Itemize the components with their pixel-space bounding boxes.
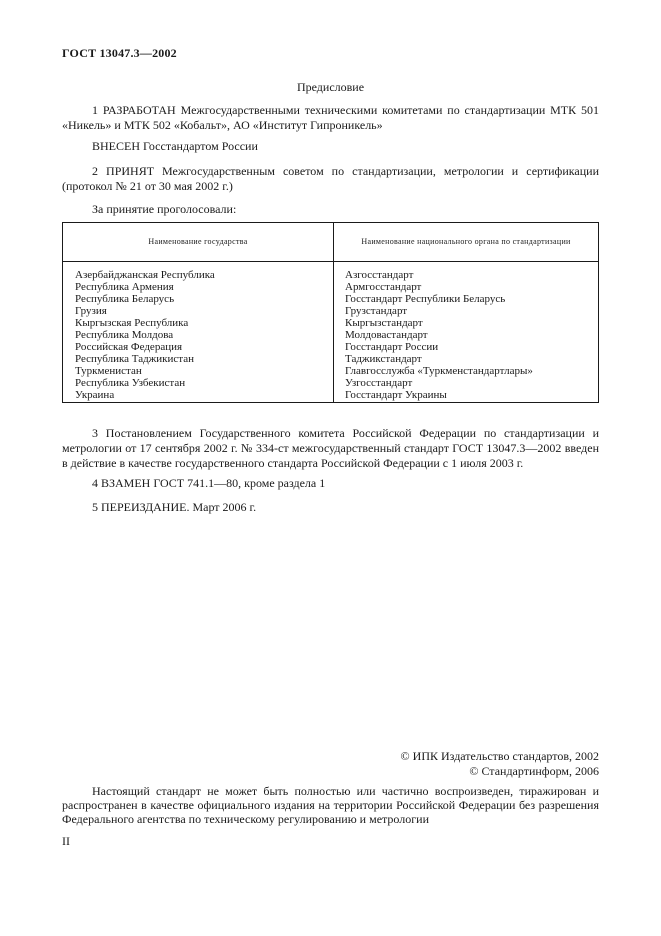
voting-table [62, 222, 599, 403]
body-name: Молдовастандарт [345, 329, 428, 341]
paragraph-replaces: 4 ВЗАМЕН ГОСТ 741.1—80, кроме раздела 1 [92, 476, 326, 490]
copyright-standartinform-2006: © Стандартинформ, 2006 [469, 764, 599, 778]
section-title: Предисловие [296, 80, 365, 94]
standard-code: ГОСТ 13047.3—2002 [62, 46, 177, 60]
state-name: Грузия [75, 305, 107, 317]
body-name: Кыргызстандарт [345, 317, 423, 329]
body-name: Главгосслужба «Туркменстандартлары» [345, 365, 533, 377]
state-name: Кыргызская Республика [75, 317, 189, 329]
paragraph-developed: 1 РАЗРАБОТАН Межгосударственными техническими комитетами по стандартизации МТК 501 «Никель» и МТК 502 «Кобальт», АО «Институт Гипроникель» [62, 103, 599, 132]
bodies-column [334, 262, 599, 403]
body-name: Узгосстандарт [345, 377, 413, 389]
body-name: Армгосстандарт [345, 281, 422, 293]
body-name: Азгосстандарт [345, 269, 414, 281]
state-name: Азербайджанская Республика [75, 269, 215, 281]
body-name: Госстандарт России [345, 341, 439, 353]
paragraph-voted: За принятие проголосовали: [92, 202, 237, 216]
state-name: Республика Молдова [75, 329, 174, 341]
state-name: Российская Федерация [75, 341, 183, 353]
body-name: Таджикстандарт [345, 353, 422, 365]
states-column [63, 262, 334, 403]
paragraph-enacted: 3 Постановлением Государственного комитета Российской Федерации по стандартизации и метрологии от 17 сентября 2002 г. № 334-ст межгосударственный стандарт ГОСТ 13047.3—2002 введен в действие в качестве государственного стандарта Российской Федерации с 1 июля 2003 г. [62, 426, 599, 470]
table-header-row [63, 223, 599, 262]
reproduction-notice: Настоящий стандарт не может быть полностью или частично воспроизведен, тиражирован и распространен в качестве официального издания на территории Российской Федерации без разрешения Федерального агентства по техническому регулированию и метрологии [62, 784, 599, 826]
body-name: Госстандарт Республики Беларусь [345, 293, 506, 305]
table-row [63, 262, 599, 403]
state-name: Украина [75, 389, 115, 401]
state-name: Республика Узбекистан [75, 377, 186, 389]
page-number: II [62, 834, 70, 848]
paragraph-introduced: ВНЕСЕН Госстандартом России [92, 139, 258, 153]
header-state: Наименование государства [63, 223, 334, 262]
state-name: Республика Армения [75, 281, 174, 293]
state-name: Туркменистан [75, 365, 142, 377]
paragraph-adopted: 2 ПРИНЯТ Межгосударственным советом по стандартизации, метрологии и сертификации (протокол № 21 от 30 мая 2002 г.) [62, 164, 599, 193]
copyright-publisher-2002: © ИПК Издательство стандартов, 2002 [400, 749, 599, 763]
body-name: Госстандарт Украины [345, 389, 447, 401]
body-name: Грузстандарт [345, 305, 408, 317]
state-name: Республика Таджикистан [75, 353, 194, 365]
state-name: Республика Беларусь [75, 293, 175, 305]
header-body: Наименование национального органа по стандартизации [334, 223, 599, 262]
paragraph-reissue: 5 ПЕРЕИЗДАНИЕ. Март 2006 г. [92, 500, 257, 514]
